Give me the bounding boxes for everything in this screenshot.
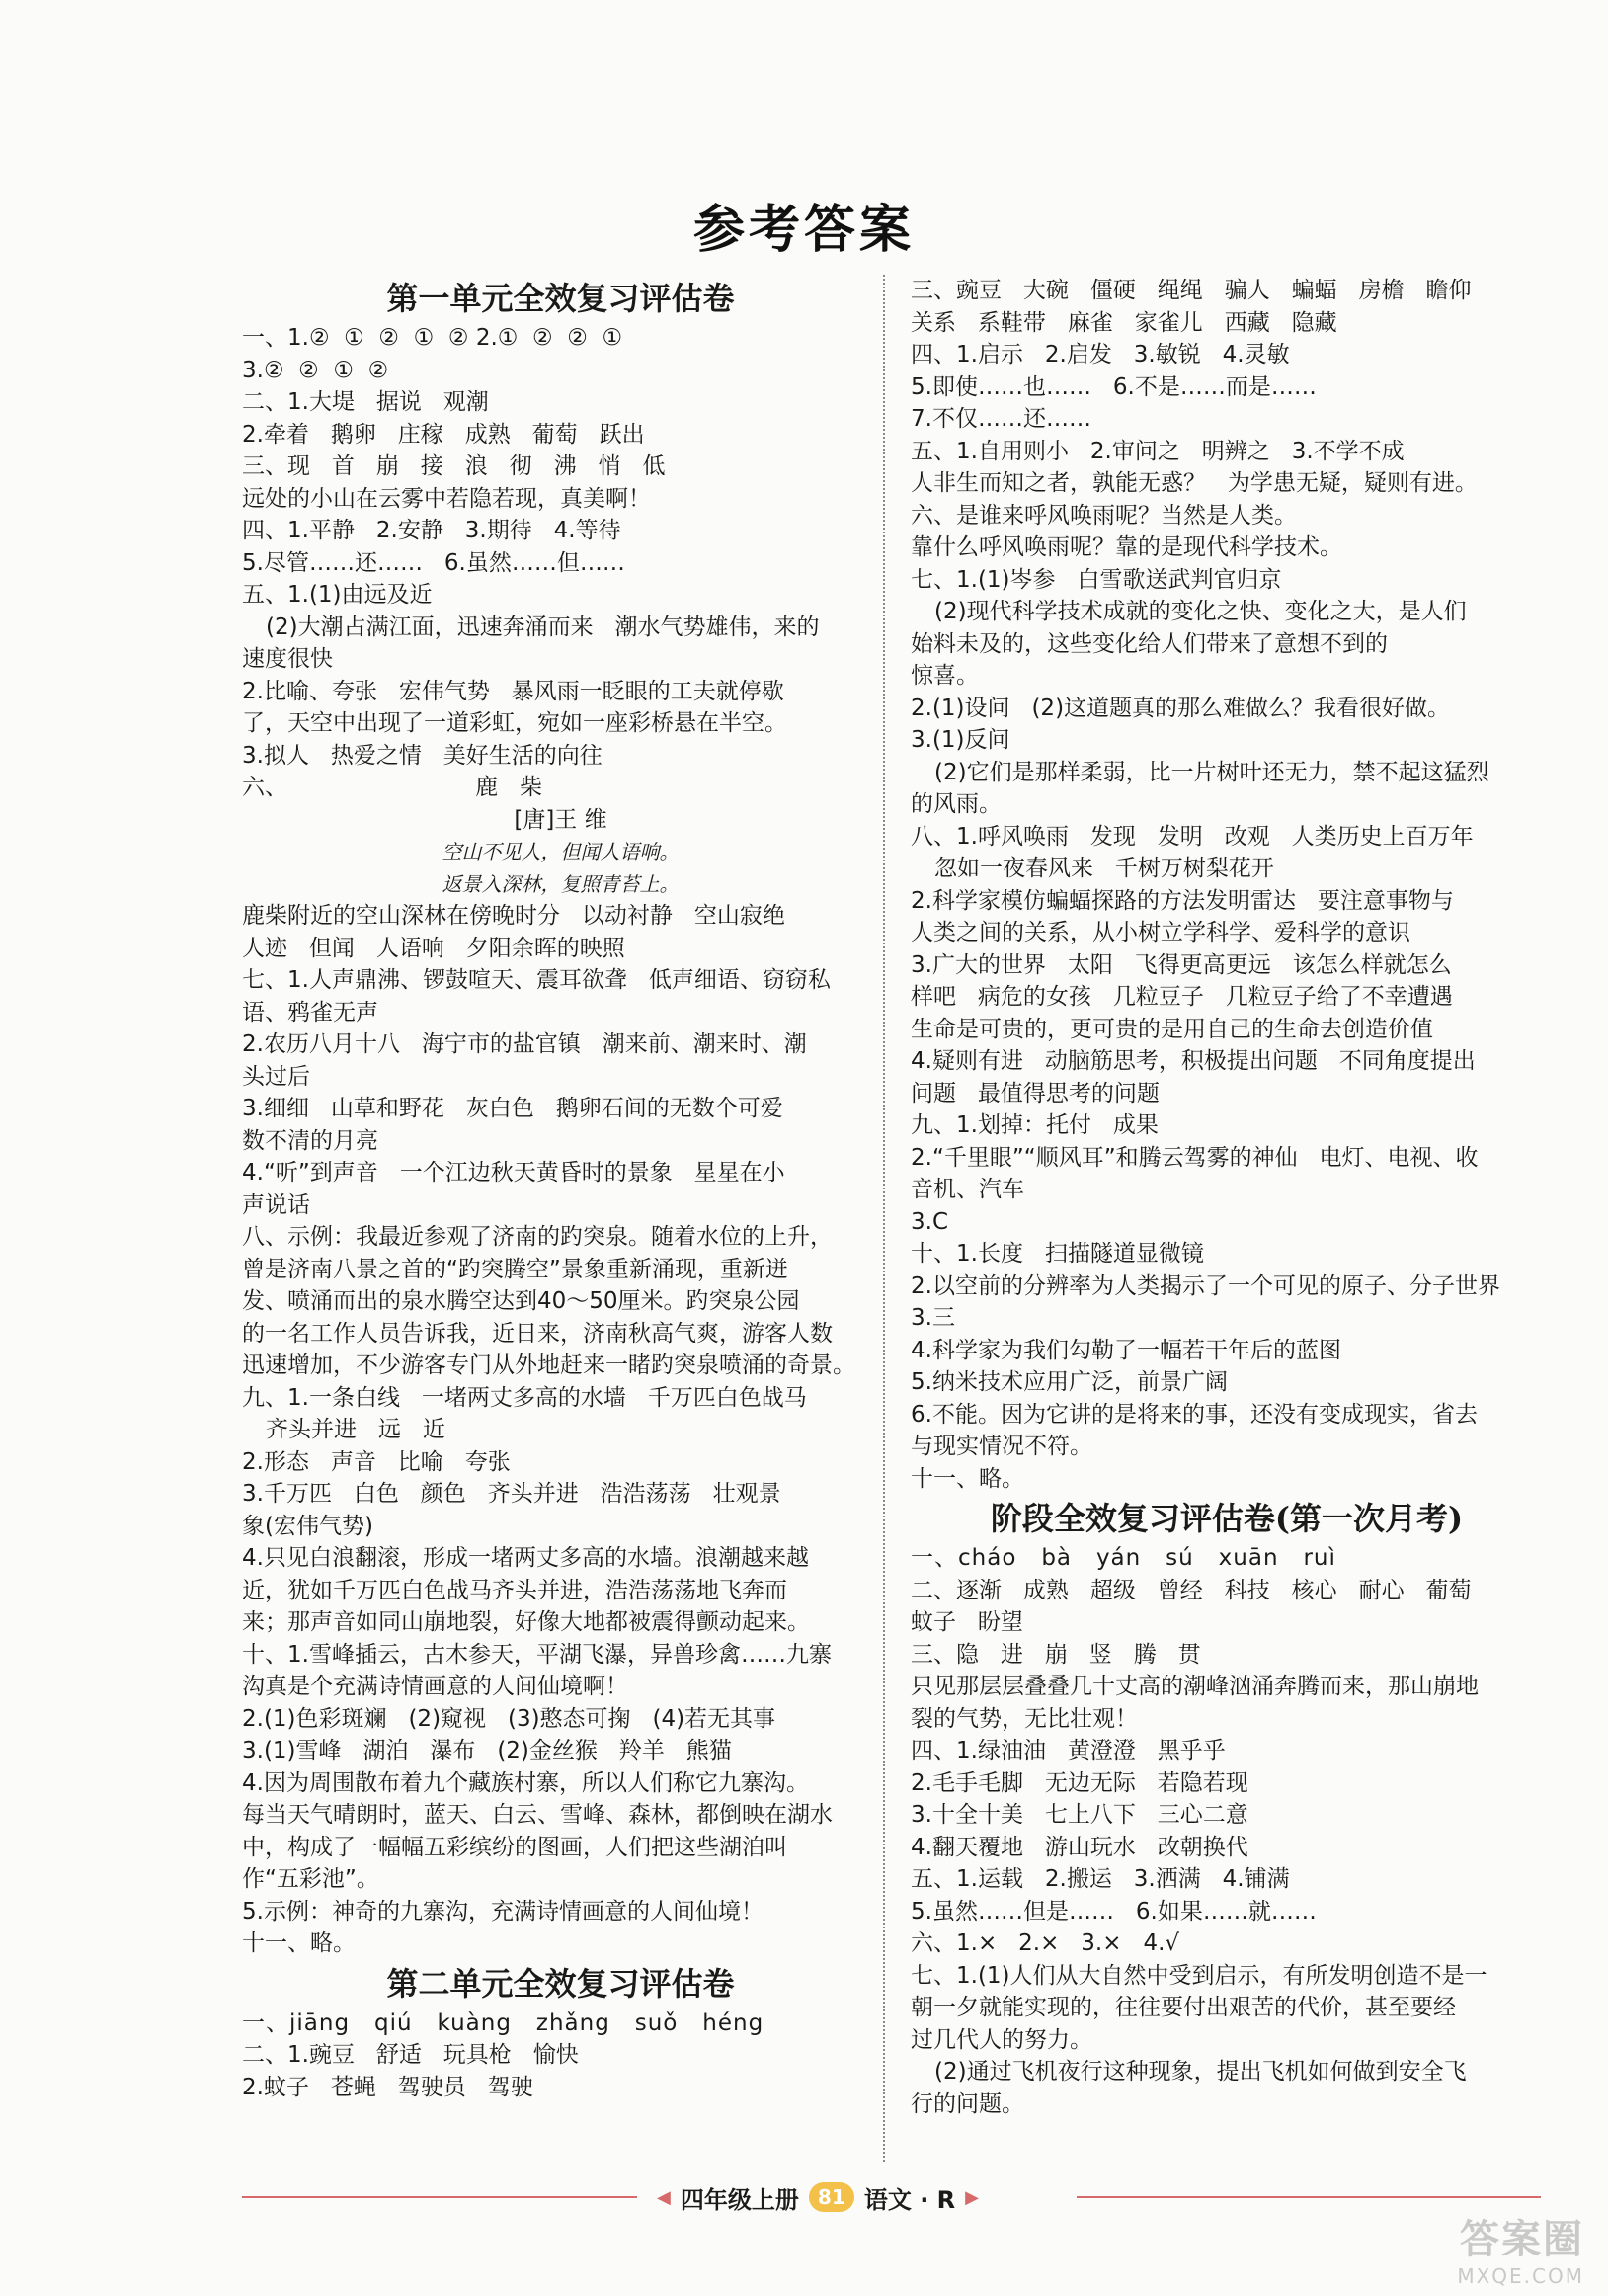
answer-line: 十、1.长度 扫描隧道显微镜 [911, 1241, 1204, 1267]
answer-line: 发、喷涌而出的泉水腾空达到40～50厘米。趵突泉公园 [242, 1288, 800, 1314]
answer-line: 4.只见白浪翻滚，形成一堵两丈多高的水墙。浪潮越来越 [242, 1545, 809, 1571]
answer-line: 速度很快 [242, 646, 333, 672]
answer-line: 3.② ② ① ② [242, 357, 389, 383]
left-answer-column [242, 275, 879, 2103]
answer-line: 的风雨。 [911, 791, 1002, 817]
answer-line: 行的问题。 [911, 2091, 1024, 2117]
answer-line: 2.毛手毛脚 无边无际 若隐若现 [911, 1769, 1248, 1796]
answer-line: 人迹 但闻 人语响 夕阳余晖的映照 [242, 935, 625, 961]
answer-line: 的一名工作人员告诉我，近日来，济南秋高气爽，游客人数 [242, 1320, 833, 1347]
footer-center [657, 2177, 979, 2217]
answer-line: 3.十全十美 七上八下 三心二意 [911, 1802, 1248, 1828]
answer-line: 靠什么呼风唤雨呢？靠的是现代科学技术。 [911, 534, 1342, 560]
answer-line: 只见那层层叠叠几十丈高的潮峰汹涌奔腾而来，那山崩地 [911, 1674, 1479, 1699]
page-footer [242, 2177, 1541, 2217]
answer-line: 6.不能。因为它讲的是将来的事，还没有变成现实，省去 [911, 1401, 1478, 1428]
answer-line: 过几代人的努力。 [911, 2026, 1092, 2053]
answer-line: 一、cháo bà yán sú xuān ruì [911, 1545, 1336, 1571]
answer-line: 返景入深林，复照青苔上。 [442, 871, 680, 896]
answer-line: 2.“千里眼”“顺风耳”和腾云驾雾的神仙 电灯、电视、收 [911, 1144, 1479, 1171]
footer-grade: 四年级上册 [680, 2185, 799, 2214]
answer-line: 4.因为周围散布着九个藏族村寨，所以人们称它九寨沟。 [242, 1769, 809, 1796]
right-answer-column [911, 275, 1543, 2120]
answer-line: 裂的气势，无比壮观！ [911, 1705, 1138, 1732]
page-title: 参考答案 [692, 200, 915, 260]
answer-line: 四、1.启示 2.启发 3.敏锐 4.灵敏 [911, 342, 1290, 368]
answer-line: 沟真是个充满诗情画意的人间仙境啊！ [242, 1674, 628, 1699]
answer-line: 人非生而知之者，孰能无惑？ 为学患无疑，疑则有进。 [911, 470, 1478, 496]
answer-line: 关系 系鞋带 麻雀 家雀儿 西藏 隐藏 [911, 309, 1337, 336]
answer-line: 4.科学家为我们勾勒了一幅若干年后的蓝图 [911, 1337, 1341, 1363]
answer-line: 蚊子 盼望 [911, 1609, 1023, 1635]
answer-line: 音机、汽车 [911, 1177, 1024, 1202]
answer-line: 生命是可贵的，更可贵的是用自己的生命去创造价值 [911, 1016, 1433, 1042]
answer-line: 4.“听”到声音 一个江边秋天黄昏时的景象 星星在小 [242, 1160, 785, 1186]
answer-line: 七、1.人声鼎沸、锣鼓喧天、震耳欲聋 低声细语、窃窃私 [242, 967, 831, 993]
answer-line: 3.细细 山草和野花 灰白色 鹅卵石间的无数个可爱 [242, 1096, 783, 1121]
answer-line: 空山不见人，但闻人语响。 [442, 840, 680, 863]
answer-line: 5.示例：神奇的九寨沟，充满诗情画意的人间仙境！ [242, 1898, 764, 1925]
answer-line: 3.千万匹 白色 颜色 齐头并进 浩浩荡荡 壮观景 [242, 1481, 781, 1507]
answer-line: 样吧 病危的女孩 几粒豆子 几粒豆子给了不幸遭遇 [911, 984, 1453, 1010]
answer-line: 惊喜。 [911, 663, 979, 689]
watermark-url: MXQE.COM [1457, 2264, 1584, 2288]
answer-line: 4.疑则有进 动脑筋思考，积极提出问题 不同角度提出 [911, 1048, 1476, 1074]
footer-rule-right [1077, 2196, 1541, 2198]
section-heading: 第一单元全效复习评估卷 [386, 280, 735, 317]
footer-rule-left [242, 2196, 637, 2198]
answer-line: 五、1.运载 2.搬运 3.洒满 4.铺满 [911, 1866, 1290, 1892]
answer-line: 2.以空前的分辨率为人类揭示了一个可见的原子、分子世界 [911, 1272, 1500, 1299]
answer-line: 2.牵着 鹅卵 庄稼 成熟 葡萄 跃出 [242, 421, 645, 448]
answer-line: 象(宏伟气势) [242, 1513, 373, 1539]
answer-line: 二、1.豌豆 舒适 玩具枪 愉快 [242, 2042, 579, 2068]
answer-line: 3.广大的世界 太阳 飞得更高更远 该怎么样就怎么 [911, 951, 1452, 978]
answer-line: 十一、略。 [242, 1930, 356, 1956]
answer-line: 近，犹如千万匹白色战马齐头并进，浩浩荡荡地飞奔而 [242, 1577, 787, 1603]
answer-line: 2.比喻、夸张 宏伟气势 暴风雨一眨眼的工夫就停歇 [242, 678, 784, 704]
answer-line: 二、1.大堤 据说 观潮 [242, 389, 489, 415]
answer-line: 3.C [911, 1208, 949, 1235]
answer-line: 4.翻天覆地 游山玩水 改朝换代 [911, 1834, 1248, 1860]
answer-line: 5.虽然……但是…… 6.如果……就…… [911, 1898, 1317, 1925]
answer-line: 作“五彩池”。 [242, 1866, 379, 1892]
answer-line: 2.科学家模仿蝙蝠探路的方法发明雷达 要注意事物与 [911, 887, 1454, 914]
answer-line: 一、1.② ① ② ① ② 2.① ② ② ① [242, 325, 623, 351]
answer-line: 一、jiāng qiú kuàng zhǎng suǒ héng [242, 2009, 764, 2036]
answer-line: 四、1.平静 2.安静 3.期待 4.等待 [242, 518, 621, 543]
answer-line: 2.形态 声音 比喻 夸张 [242, 1448, 511, 1475]
answer-line: 3.拟人 热爱之情 美好生活的向往 [242, 742, 603, 769]
answer-line: 7.不仅……还…… [911, 406, 1091, 432]
answer-line: 九、1.划掉：托付 成果 [911, 1112, 1159, 1138]
answer-line: 七、1.(1)岑参 白雪歌送武判官归京 [911, 566, 1282, 593]
watermark [1457, 2208, 1584, 2288]
answer-line: 声说话 [242, 1191, 310, 1218]
answer-line: 了，天空中出现了一道彩虹，宛如一座彩桥悬在半空。 [242, 710, 787, 736]
watermark-logo: 答案圈 [1460, 2217, 1584, 2262]
answer-line: 八、1.呼风唤雨 发现 发明 改观 人类历史上百万年 [911, 823, 1474, 850]
answer-line: (2)通过飞机夜行这种现象，提出飞机如何做到安全飞 [934, 2059, 1467, 2085]
footer-arrow-right-icon: ▶ [965, 2186, 979, 2208]
answer-line: 三、现 首 崩 接 浪 彻 沸 悄 低 [242, 453, 666, 479]
answer-line: 鹿柴附近的空山深林在傍晚时分 以动衬静 空山寂绝 [242, 903, 785, 929]
answer-line: 头过后 [242, 1063, 310, 1090]
answer-line: 2.(1)设问 (2)这道题真的那么难做么？我看很好做。 [911, 695, 1451, 721]
answer-line: 十、1.雪峰插云，古木参天，平湖飞瀑，异兽珍禽……九寨 [242, 1641, 832, 1668]
answer-line: 5.尽管……还…… 6.虽然……但…… [242, 549, 625, 576]
answer-line: 六、1.× 2.× 3.× 4.√ [911, 1930, 1180, 1956]
answer-line: 齐头并进 远 近 [266, 1417, 445, 1442]
answer-line: [唐]王 维 [514, 806, 607, 833]
answer-line: 六、是谁来呼风唤雨呢？当然是人类。 [911, 502, 1297, 529]
answer-line: 3.(1)雪峰 湖泊 瀑布 (2)金丝猴 羚羊 熊猫 [242, 1738, 732, 1763]
answer-line: 九、1.一条白线 一堵两丈多高的水墙 千万匹白色战马 [242, 1384, 807, 1411]
answer-line: 五、1.(1)由远及近 [242, 582, 433, 608]
answer-line: 朝一夕就能实现的，往往要付出艰苦的代价，甚至要经 [911, 1995, 1456, 2020]
answer-line: 忽如一夜春风来 千树万树梨花开 [934, 856, 1274, 881]
answer-line: 三、豌豆 大碗 僵硬 绳绳 骗人 蝙蝠 房檐 瞻仰 [911, 278, 1472, 303]
answer-line: 三、隐 进 崩 竖 腾 贯 [911, 1641, 1201, 1668]
answer-line: 3.三 [911, 1305, 955, 1331]
answer-line: (2)现代科学技术成就的变化之快、变化之大，是人们 [934, 599, 1467, 624]
answer-line: 数不清的月亮 [242, 1127, 378, 1154]
answer-line: 语、鸦雀无声 [242, 999, 378, 1025]
footer-arrow-left-icon: ◀ [657, 2186, 671, 2208]
section-heading: 第二单元全效复习评估卷 [386, 1964, 735, 2003]
answer-line: 人类之间的关系，从小树立学科学、爱科学的意识 [911, 920, 1410, 945]
answer-line: 2.农历八月十八 海宁市的盐官镇 潮来前、潮来时、潮 [242, 1031, 807, 1057]
answer-line: 与现实情况不符。 [911, 1434, 1092, 1459]
footer-subject: 语文 · R [863, 2185, 956, 2214]
answer-line: 每当天气晴朗时，蓝天、白云、雪峰、森林，都倒映在湖水 [242, 1802, 833, 1828]
answer-line: 十一、略。 [911, 1465, 1024, 1492]
answer-line: 3.(1)反问 [911, 727, 1010, 753]
answer-line: 始料未及的，这些变化给人们带来了意想不到的 [911, 630, 1388, 657]
answer-line: (2)大潮占满江面，迅速奔涌而来 潮水气势雄伟，来的 [266, 614, 820, 640]
answer-line: 二、逐渐 成熟 超级 曾经 科技 核心 耐心 葡萄 [911, 1577, 1472, 1603]
answer-line: 5.纳米技术应用广泛，前景广阔 [911, 1369, 1228, 1395]
answer-line: 六、 鹿 柴 [242, 775, 543, 800]
answer-line: 中，构成了一幅幅五彩缤纷的图画，人们把这些湖泊叫 [242, 1834, 787, 1860]
footer-page-number: 81 [809, 2182, 854, 2212]
answer-line: 2.(1)色彩斑斓 (2)窥视 (3)憨态可掬 (4)若无其事 [242, 1705, 776, 1732]
answer-line: 四、1.绿油油 黄澄澄 黑乎乎 [911, 1738, 1226, 1763]
answer-line: 八、示例：我最近参观了济南的趵突泉。随着水位的上升， [242, 1224, 833, 1250]
answer-line: 远处的小山在云雾中若隐若现，真美啊！ [242, 485, 651, 512]
answer-line: 问题 最值得思考的问题 [911, 1080, 1160, 1107]
section-heading: 阶段全效复习评估卷(第一次月考) [990, 1500, 1464, 1537]
answer-line: 五、1.自用则小 2.审问之 明辨之 3.不学不成 [911, 438, 1405, 464]
answer-line: (2)它们是那样柔弱，比一片树叶还无力，禁不起这猛烈 [934, 759, 1489, 785]
answer-line: 2.蚊子 苍蝇 驾驶员 驾驶 [242, 2074, 533, 2100]
answer-line: 5.即使……也…… 6.不是……而是…… [911, 373, 1317, 400]
answer-line: 来；那声音如同山崩地裂，好像大地都被震得颤动起来。 [242, 1609, 810, 1635]
column-divider [883, 275, 885, 2162]
answer-line: 七、1.(1)人们从大自然中受到启示，有所发明创造不是一 [911, 1962, 1487, 1989]
answer-line: 迅速增加，不少游客专门从外地赶来一睹趵突泉喷涌的奇景。 [242, 1353, 855, 1378]
answer-line: 曾是济南八景之首的“趵突腾空”景象重新涌现，重新迸 [242, 1256, 788, 1282]
